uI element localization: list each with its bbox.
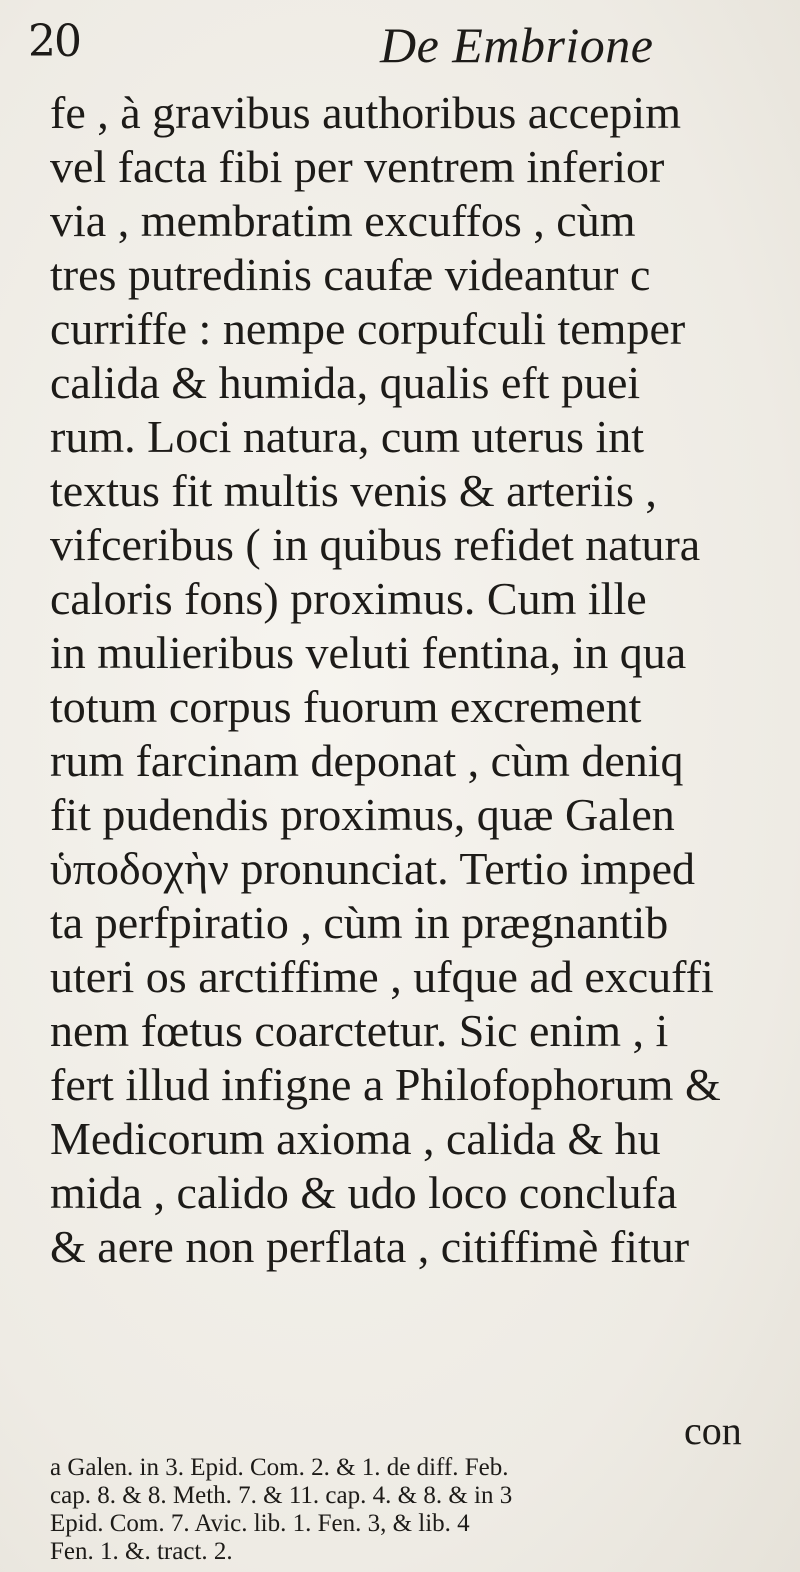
catchword: con	[684, 1408, 742, 1453]
footnote-line: cap. 8. & 8. Meth. 7. & 11. cap. 4. & 8. & in 3	[50, 1482, 513, 1509]
text-line: calida & humida, qualis eft puei	[50, 357, 641, 408]
text-line: rum farcinam deponat , cùm deniq	[50, 735, 684, 786]
text-line: curriffe : nempe corpufculi temper	[50, 303, 686, 354]
page-header	[0, 10, 800, 80]
text-line: caloris fons) proximus. Cum ille	[50, 573, 647, 624]
text-line: ὑποδοχὴν pronunciat. Tertio imped	[50, 843, 695, 894]
text-line: tres putredinis caufæ videantur c	[50, 249, 651, 300]
text-line: mida , calido & udo loco conclufa	[50, 1167, 678, 1218]
page-number: 20	[28, 16, 80, 67]
text-line: rum. Loci natura, cum uterus int	[50, 411, 645, 462]
footnote-line: Epid. Com. 7. Avic. lib. 1. Fen. 3, & lib. 4	[50, 1510, 470, 1537]
footnote-line: a Galen. in 3. Epid. Com. 2. & 1. de diff. Feb.	[50, 1454, 509, 1481]
text-line: vel facta fibi per ventrem inferior	[50, 141, 665, 192]
footnotes	[50, 1454, 795, 1566]
text-line: textus fit multis venis & arteriis ,	[50, 465, 657, 516]
text-line: totum corpus fuorum excrement	[50, 681, 642, 732]
text-line: vifceribus ( in quibus refidet natura	[50, 519, 701, 570]
text-line: in mulieribus veluti fentina, in qua	[50, 627, 687, 678]
body-text	[50, 86, 800, 1274]
text-line: fert illud infigne a Philofophorum &	[50, 1059, 721, 1110]
footnote-line: Fen. 1. &. tract. 2.	[50, 1538, 233, 1565]
text-line: fit pudendis proximus, quæ Galen	[50, 789, 675, 840]
text-line: nem fœtus coarctetur. Sic enim , i	[50, 1005, 669, 1056]
text-line: fe , à gravibus authoribus accepim	[50, 87, 681, 138]
running-head: De Embrione	[380, 17, 654, 73]
text-line: & aere non perflata , citiffimè fitur	[50, 1221, 690, 1272]
text-line: via , membratim excuffos , cùm	[50, 195, 636, 246]
text-line: Medicorum axioma , calida & hu	[50, 1113, 661, 1164]
text-line: ta perfpiratio , cùm in prægnantib	[50, 897, 669, 948]
text-line: uteri os arctiffime , ufque ad excuffi	[50, 951, 714, 1002]
